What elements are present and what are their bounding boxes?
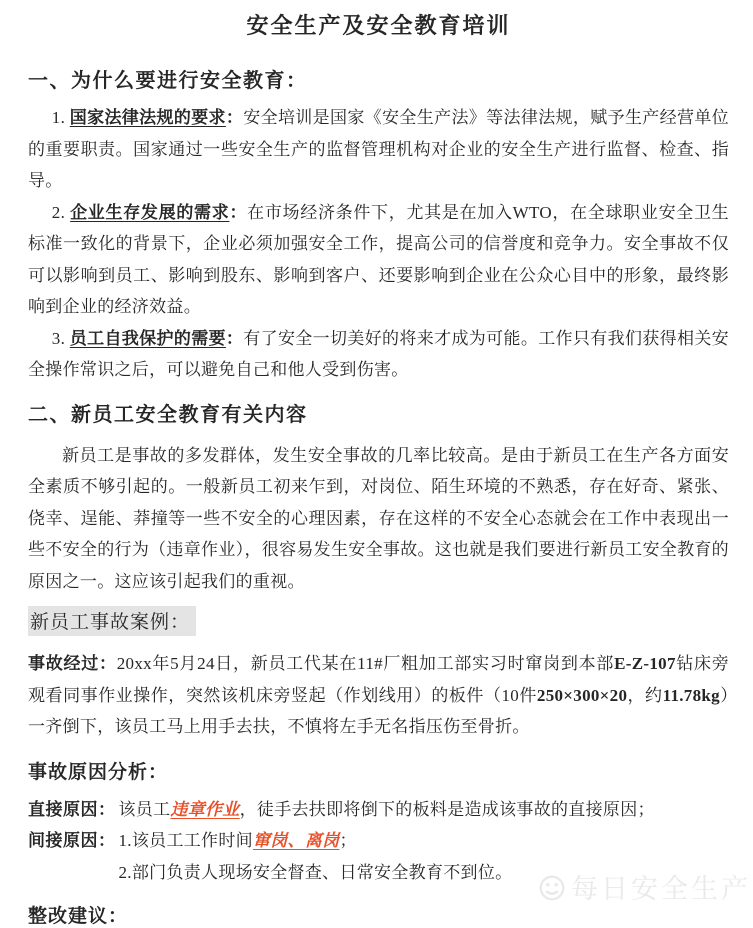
incident-text: ，约 — [627, 685, 663, 705]
violation-term: 违章作业 — [170, 799, 240, 819]
direct-cause-content — [119, 794, 730, 826]
direct-cause-post: ，徒手去扶即将倒下的板料是造成该事故的直接原因； — [239, 799, 655, 819]
item-number: 1. — [51, 108, 66, 127]
paragraph-law-requirement — [28, 102, 729, 197]
plate-weight: 11.78kg — [662, 685, 720, 705]
incident-text: 20xx年5月24日，新员工代某在11#厂粗加工部实习时窜岗到本部 — [116, 654, 615, 673]
paragraph-body: 安全培训是国家《安全生产法》等法律法规，赋予生产经营单位的重要职责。国家通过一些安全生产的监督管理机构对企业的安全生产进行监督、检查、指导。 — [28, 108, 729, 190]
lead-phrase: 国家法律法规的要求 — [69, 108, 226, 127]
indirect-cause-item-1 — [119, 825, 730, 857]
lead-colon: ： — [225, 328, 244, 348]
plate-dimensions: 250×300×20 — [536, 685, 628, 705]
direct-cause-text — [119, 794, 730, 826]
paragraph-body: 有了安全一切美好的将来才成为可能。工作只有我们获得相关安全操作常识之后，可以避免自己和他人受到伤害。 — [28, 328, 729, 379]
watermark — [537, 867, 751, 906]
suggestion-heading: 整改建议： — [28, 906, 129, 927]
machine-code: E-Z-107 — [614, 654, 676, 673]
case-label-row — [28, 606, 729, 636]
direct-cause-label: 直接原因： — [28, 799, 116, 819]
case-label-highlight: 新员工事故案例： — [28, 606, 196, 636]
indirect-item1-pre: 1.该员工工作时间 — [118, 831, 253, 850]
lead-colon: ： — [225, 108, 244, 127]
lead-phrase: 员工自我保护的需要 — [69, 328, 226, 348]
smiley-face-icon — [537, 872, 567, 902]
lead-phrase: 企业生存发展的需求 — [70, 202, 230, 222]
direct-cause-pre: 该员工 — [118, 799, 171, 819]
section1-heading: 一、为什么要进行安全教育： — [28, 70, 308, 92]
incident-text: 钻床旁观看同事作业操作，突然该机床旁竖起（作划线用）的板件（10件 — [28, 654, 729, 705]
section2-heading: 二、新员工安全教育有关内容 — [28, 403, 308, 426]
incident-text: ）一齐倒下，该员工马上用手去扶，不慎将左手无名指压伤至骨折。 — [28, 685, 729, 736]
item-number: 3. — [51, 328, 66, 348]
paragraph-new-employee-intro: 新员工是事故的多发群体，发生安全事故的几率比较高。是由于新员工在生产各方面安全素质不够引起的。一般新员工初来乍到，对岗位、陌生环境的不熟悉，存在好奇、紧张、侥幸、逞能、莽撞等一些不安全的心理因素，存在这样的不安全心态就会在工作中表现出一些不安全的行为（违章作业），很容易发生安全事故。这也就是我们要进行新员工安全教育的原因之一。这应该引起我们的重视。 — [28, 445, 729, 591]
paragraph-enterprise-need — [28, 197, 729, 323]
item-number: 2. — [51, 202, 66, 222]
direct-cause-row — [28, 794, 729, 826]
analysis-heading: 事故原因分析： — [28, 761, 169, 783]
paragraph-body: 在市场经济条件下，尤其是在加入WTO，在全球职业安全卫生标准一致化的背景下，企业必须加强安全工作，提高公司的信誉度和竞争力。安全事故不仅可以影响到员工、影响到股东、影响到客户、还要影响到企业在公众心目中的形象，最终影响到企业的经济效益。 — [28, 202, 729, 316]
indirect-cause-item-2: 2.部门负责人现场安全督查、日常安全教育不到位。 — [118, 862, 513, 882]
indirect-item1-post: ； — [339, 831, 357, 850]
absence-term: 窜岗、离岗 — [252, 831, 340, 850]
indirect-cause-label: 间接原因： — [28, 831, 116, 850]
paragraph-incident — [28, 648, 729, 743]
paragraph-self-protection — [28, 323, 729, 386]
page-title: 安全生产及安全教育培训 — [246, 13, 511, 38]
lead-colon: ： — [229, 202, 248, 222]
watermark-text: 每日安全生产 — [571, 874, 751, 904]
incident-label: 事故经过： — [28, 654, 117, 673]
